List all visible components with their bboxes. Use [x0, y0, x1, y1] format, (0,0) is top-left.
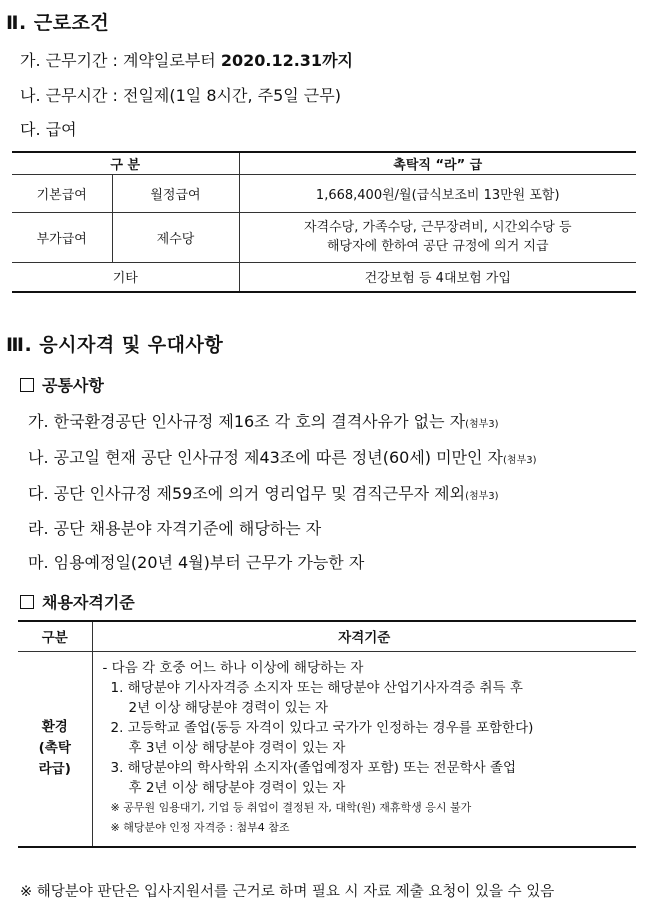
- criteria-line: 후 2년 이상 해당분야 경력이 있는 자: [128, 779, 346, 796]
- criteria-line: 2년 이상 해당분야 경력이 있는 자: [128, 699, 329, 716]
- qualification-criteria: [92, 651, 636, 847]
- pay-heading: 다. 급여: [20, 120, 77, 139]
- pay-table-header: [12, 152, 636, 174]
- section-2-heading: Ⅱ. 근로조건: [6, 12, 110, 34]
- pay-description: [239, 212, 636, 262]
- pay-table-header-category: 구 분: [12, 152, 239, 174]
- criteria-line: 후 3년 이상 해당분야 경력이 있는 자: [128, 739, 346, 756]
- common-requirements-heading: [20, 373, 104, 396]
- list-item-text: 가. 한국환경공단 인사규정 제16조 각 호의 결격사유가 없는 자: [28, 412, 466, 431]
- criteria-line: 1. 해당분야 기사자격증 소지자 또는 해당분야 산업기사자격증 취득 후: [110, 679, 523, 696]
- section-3-heading: Ⅲ. 응시자격 및 우대사항: [6, 334, 224, 356]
- table-row: [12, 174, 636, 212]
- qualification-label: 채용자격기준: [42, 593, 135, 612]
- list-item-text: 마. 임용예정일(20년 4월)부터 근무가 가능한 자: [28, 553, 365, 572]
- criteria-line: - 다음 각 호중 어느 하나 이상에 해당하는 자: [102, 659, 364, 676]
- attachment-note: (첨부3): [503, 455, 537, 466]
- category-line: 환경: [41, 719, 68, 735]
- work-period-label: 가. 근무기간 : 계약일로부터: [20, 51, 221, 70]
- qualification-table-header: [18, 621, 636, 651]
- qualification-category: [18, 651, 92, 847]
- list-item-text: 라. 공단 채용분야 자격기준에 해당하는 자: [28, 519, 322, 538]
- list-item: [28, 550, 364, 573]
- category-line: 라급): [38, 761, 71, 777]
- pay-table: [12, 151, 636, 293]
- pay-subcategory: 월정급여: [112, 174, 239, 212]
- pay-category: 부가급여: [12, 212, 112, 262]
- table-row: [18, 651, 636, 847]
- list-item-text: 나. 공고일 현재 공단 인사규정 제43조에 따른 정년(60세) 미만인 자: [28, 448, 504, 467]
- pay-description-line: 해당자에 한하여 공단 규정에 의거 지급: [326, 239, 549, 254]
- checkbox-square-icon: [20, 378, 34, 392]
- footer-note: ※ 해당분야 판단은 입사지원서를 근거로 하며 필요 시 자료 제출 요청이 있을 수 있음: [20, 884, 555, 900]
- pay-category: 기타: [12, 262, 239, 292]
- work-hours: 나. 근무시간 : 전일제(1일 8시간, 주5일 근무): [20, 86, 341, 105]
- list-item: [28, 481, 499, 504]
- work-period: [20, 48, 353, 71]
- attachment-note: (첨부3): [465, 491, 499, 502]
- attachment-note: (첨부3): [465, 419, 499, 430]
- list-item: [28, 409, 499, 432]
- criteria-note: ※ 공무원 임용대기, 기업 등 취업이 결정된 자, 대학(원) 재휴학생 응시 불가: [110, 800, 472, 814]
- criteria-note: ※ 해당분야 인정 자격증 : 첨부4 참조: [110, 820, 290, 834]
- qualification-header-criteria: 자격기준: [92, 621, 636, 651]
- pay-description-line: 자격수당, 가족수당, 근무장려비, 시간외수당 등: [303, 220, 572, 235]
- table-row: [12, 262, 636, 292]
- list-item-text: 다. 공단 인사규정 제59조에 의거 영리업무 및 겸직근무자 제외: [28, 484, 466, 503]
- criteria-line: 3. 해당분야의 학사학위 소지자(졸업예정자 포함) 또는 전문학사 졸업: [110, 759, 517, 776]
- pay-description: 1,668,400원/월(급식보조비 13만원 포함): [239, 174, 636, 212]
- pay-subcategory: 제수당: [112, 212, 239, 262]
- pay-description: 건강보험 등 4대보험 가입: [239, 262, 636, 292]
- work-period-date: 2020.12.31까지: [220, 51, 353, 70]
- criteria-line: 2. 고등학교 졸업(동등 자격이 있다고 국가가 인정하는 경우를 포함한다): [110, 719, 534, 736]
- qualification-table: [18, 620, 636, 848]
- list-item: [28, 516, 321, 539]
- qualification-heading: [20, 590, 135, 613]
- table-row: [12, 212, 636, 262]
- pay-category: 기본급여: [12, 174, 112, 212]
- pay-table-header-grade: 촉탁직 “라” 급: [239, 152, 636, 174]
- checkbox-square-icon: [20, 595, 34, 609]
- qualification-header-category: 구분: [18, 621, 92, 651]
- category-line: (촉탁: [38, 740, 71, 756]
- list-item: [28, 445, 537, 468]
- common-requirements-label: 공통사항: [42, 376, 104, 395]
